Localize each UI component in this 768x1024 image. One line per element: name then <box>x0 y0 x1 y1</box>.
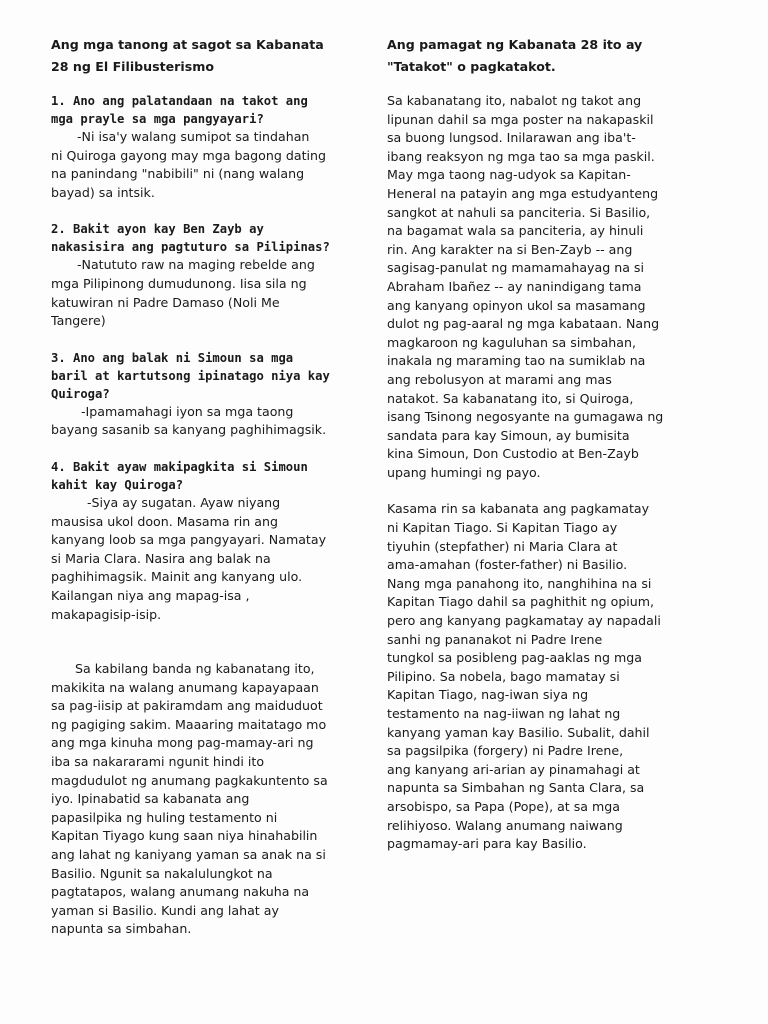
paragraph-line: napunta sa Simbahan ng Santa Clara, sa <box>387 780 645 796</box>
paragraph-line: ni Kapitan Tiago. Si Kapitan Tiago ay <box>387 520 618 536</box>
question-line: mga prayle sa mga pangyayari? <box>51 112 264 126</box>
paragraph-line: sa pagsilpika (forgery) ni Padre Irene, <box>387 743 624 759</box>
question-3 <box>51 349 351 440</box>
paragraph-line: tiyuhin (stepfather) ni Maria Clara at <box>387 538 618 554</box>
summary-paragraph-2 <box>387 500 722 853</box>
answer-line: paghihimagsik. Mainit ang kanyang ulo. <box>51 569 303 585</box>
paragraph-line: iyo. Ipinabatid sa kabanata ang <box>51 791 250 807</box>
summary-paragraph-1 <box>387 92 722 482</box>
paragraph-line: Heneral na patayin ang mga estudyanteng <box>387 185 659 201</box>
question-line: kahit kay Quiroga? <box>51 477 184 492</box>
question-line: 2. Bakit ayon kay Ben Zayb ay <box>51 222 264 237</box>
answer-line: mga Pilipinong dumudunong. Iisa sila ng <box>51 275 307 291</box>
paragraph-line: sanhi ng pananakot ni Padre Irene <box>387 631 603 647</box>
left-title-line: Ang mga tanong at sagot sa Kabanata <box>51 37 324 52</box>
left-title <box>51 34 351 78</box>
question-1 <box>51 92 351 202</box>
paragraph-line: na bagamat wala sa panciteria, ay hinuli <box>387 223 644 239</box>
paragraph-line: magkaroon ng kaguluhan sa simbahan, <box>387 334 636 350</box>
paragraph-line: natakot. Sa kabanatang ito, si Quiroga, <box>387 390 634 406</box>
paragraph-line: Kapitan Tiago dahil sa paghithit ng opium, <box>387 594 655 610</box>
paragraph-line: ibang reaksyon ng mga tao sa mga paskil. <box>387 148 655 164</box>
question-line: 3. Ano ang balak ni Simoun sa mga <box>51 350 294 365</box>
answer-line: -Natututo raw na maging rebelde ang <box>77 257 315 273</box>
paragraph-line: yaman si Basilio. Kundi ang lahat ay <box>51 902 279 918</box>
paragraph-line: sangkot at nahuli sa panciteria. Si Basilio, <box>387 204 651 220</box>
question-line: 1. Ano ang palatandaan na takot ang <box>51 94 308 108</box>
paragraph-line: sagisag-panulat ng mamamahayag na si <box>387 260 644 276</box>
paragraph-line: inakala ng maraming tao na sumiklab na <box>387 353 646 369</box>
paragraph-line: ang kanyang ari-arian ay pinamahagi at <box>387 761 640 777</box>
paragraph-line: Sa kabilang banda ng kabanatang ito, <box>75 661 315 677</box>
question-2 <box>51 220 351 330</box>
paragraph-line: Pilipino. Sa nobela, bago mamatay si <box>387 668 620 684</box>
right-column <box>387 34 722 854</box>
paragraph-line: ama-amahan (foster-father) ni Basilio. <box>387 557 628 573</box>
paragraph-line: makikita na walang anumang kapayapaan <box>51 679 319 695</box>
answer-line: na panindang "nabibili" ni (nang walang <box>51 166 305 182</box>
answer-line: Kailangan niya ang mapag-isa , <box>51 587 250 603</box>
right-title-line: "Tatakot" o pagkatakot. <box>387 59 556 74</box>
paragraph-line: sa buong lungsod. Inilarawan ang iba't- <box>387 130 636 146</box>
answer-line: -Siya ay sugatan. Ayaw niyang <box>87 494 281 510</box>
question-line: 4. Bakit ayaw makipagkita si Simoun <box>51 459 308 474</box>
right-title-line: Ang pamagat ng Kabanata 28 ito ay <box>387 37 643 52</box>
answer-line: si Maria Clara. Nasira ang balak na <box>51 550 271 566</box>
answer-line: -Ni isa'y walang sumipot sa tindahan <box>77 129 310 144</box>
paragraph-line: Basilio. Ngunit sa nakalulungkot na <box>51 865 273 881</box>
answer-line: Tangere) <box>51 313 106 329</box>
paragraph-line: ng pagiging sakim. Maaaring maitatago mo <box>51 716 327 732</box>
paragraph-line: ang kanyang opinyon ukol sa masamang <box>387 297 646 313</box>
paragraph-line: pero ang kanyang pagkamatay ay napadali <box>387 613 661 629</box>
paragraph-line: rin. Ang karakter na si Ben-Zayb -- ang <box>387 241 633 257</box>
paragraph-line: testamento na nag-iiwan ng lahat ng <box>387 706 621 721</box>
answer-line: -Ipamamahagi iyon sa mga taong <box>81 403 294 419</box>
paragraph-line: kina Simoun, Don Custodio at Ben-Zayb <box>387 446 639 462</box>
answer-line: bayad) sa intsik. <box>51 184 155 200</box>
paragraph-line: Kapitan Tiago, nag-iwan siya ng <box>387 687 589 703</box>
paragraph-line: ang lahat ng kaniyang yaman sa anak na si <box>51 847 326 863</box>
question-line: nakasisira ang pagtuturo sa Pilipinas? <box>51 240 330 255</box>
paragraph-line: upang humingi ng payo. <box>387 464 541 480</box>
paragraph-line: kanyang yaman kay Basilio. Subalit, dahil <box>387 724 650 740</box>
paragraph-line: sa pag-iisip at pakiramdam ang maiduduot <box>51 698 323 714</box>
paragraph-line: Kasama rin sa kabanata ang pagkamatay <box>387 501 650 517</box>
answer-line: katuwiran ni Padre Damaso (Noli Me <box>51 294 280 310</box>
answer-line: bayang sasanib sa kanyang paghihimagsik. <box>51 422 327 438</box>
question-line: baril at kartutsong ipinatago niya kay <box>51 368 330 383</box>
paragraph-line: pagmamay-ari para kay Basilio. <box>387 836 587 852</box>
paragraph-line: isang Tsinong negosyante na gumagawa ng <box>387 409 664 425</box>
right-title <box>387 34 722 78</box>
answer-line: ni Quiroga gayong may mga bagong dating <box>51 147 326 163</box>
question-4 <box>51 458 351 624</box>
paragraph-line: Sa kabanatang ito, nabalot ng takot ang <box>387 93 642 108</box>
closing-paragraph <box>51 660 351 939</box>
paragraph-line: relihiyoso. Walang anumang naiwang <box>387 817 623 833</box>
left-column <box>51 34 351 939</box>
paragraph-line: pagtatapos, walang anumang nakuha na <box>51 884 310 900</box>
answer-line: kanyang loob sa mga pangyayari. Namatay <box>51 532 327 548</box>
paragraph-line: magdudulot ng anumang pagkakuntento sa <box>51 772 328 788</box>
paragraph-line: dulot ng pag-aaral ng mga kabataan. Nang <box>387 316 660 332</box>
paragraph-line: ang mga kinuha mong pag-mamay-ari ng <box>51 735 314 751</box>
paragraph-line: May mga taong nag-udyok sa Kapitan- <box>387 167 631 183</box>
paragraph-line: Abraham Ibañez -- ay nanindigang tama <box>387 278 642 294</box>
paragraph-line: Kapitan Tiyago kung saan niya hinahabilin <box>51 828 318 844</box>
question-line: Quiroga? <box>51 386 110 401</box>
paragraph-line: ang rebolusyon at marami ang mas <box>387 371 612 387</box>
paragraph-line: napunta sa simbahan. <box>51 921 192 937</box>
paragraph-line: Nang mga panahong ito, nanghihina na si <box>387 575 652 591</box>
paragraph-line: sandata para kay Simoun, ay bumisita <box>387 427 630 443</box>
paragraph-line: tungkol sa posibleng pag-aaklas ng mga <box>387 650 642 666</box>
answer-line: mausisa ukol doon. Masama rin ang <box>51 513 278 529</box>
answer-line: makapagisip-isip. <box>51 606 162 622</box>
left-title-line: 28 ng El Filibusterismo <box>51 59 214 74</box>
paragraph-line: iba sa nakararami ngunit hindi ito <box>51 754 265 770</box>
paragraph-line: lipunan dahil sa mga poster na nakapaskil <box>387 111 654 127</box>
paragraph-line: papasilpika ng huling testamento ni <box>51 809 278 825</box>
paragraph-line: arsobispo, sa Papa (Pope), at sa mga <box>387 798 621 814</box>
